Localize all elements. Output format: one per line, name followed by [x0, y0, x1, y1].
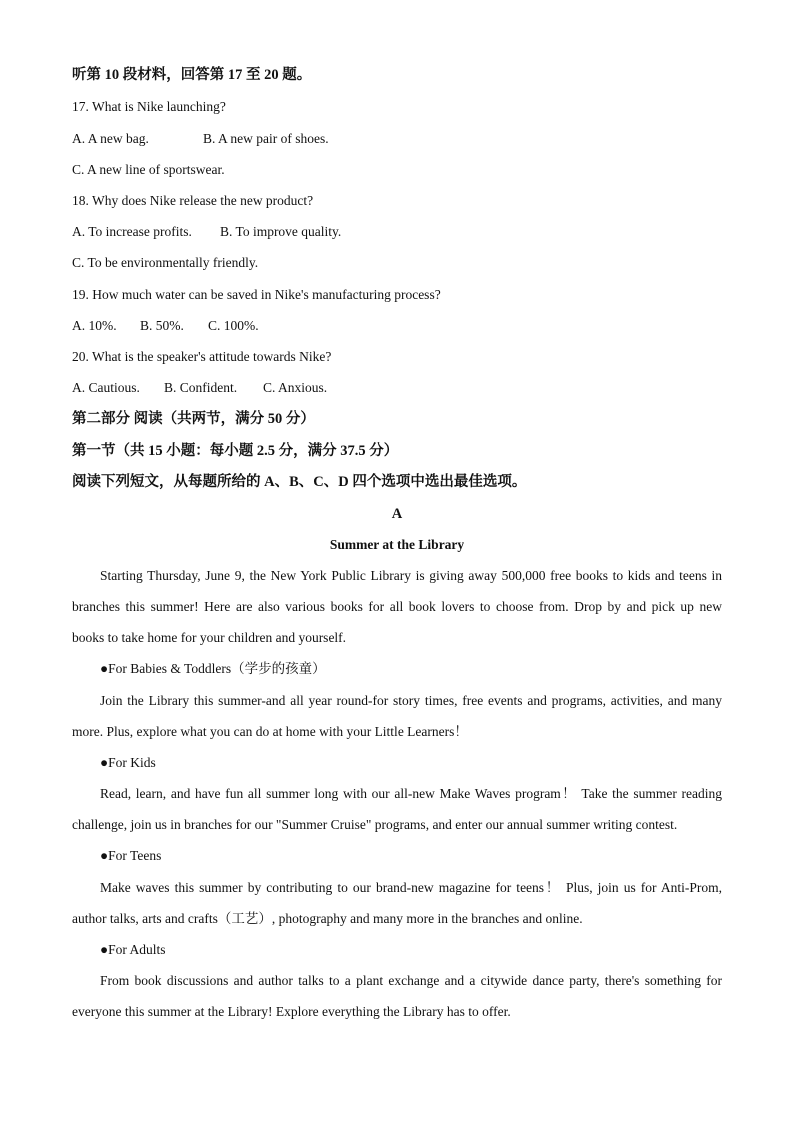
option-a: A. A new bag.: [72, 131, 149, 146]
kids-line-1: Read, learn, and have fun all summer long with our all-new Make Waves program！ Take the summer reading: [100, 786, 722, 801]
teens-heading: ●For Teens: [100, 848, 162, 863]
passage-letter: A: [391, 506, 403, 522]
question-17-options: [72, 130, 329, 148]
kids-heading: ●For Kids: [100, 755, 156, 770]
adults-heading: ●For Adults: [100, 942, 166, 957]
teens-line-2: author talks, arts and crafts（工艺）, photography and many more in the branches and online.: [72, 911, 583, 926]
option-c: C. 100%.: [208, 318, 259, 333]
option-a: A. Cautious.: [72, 380, 140, 395]
question-17: 17. What is Nike launching?: [72, 99, 226, 114]
reading-part-title: 第二部分 阅读（共两节，满分 50 分）: [72, 411, 315, 427]
passage-title: Summer at the Library: [329, 537, 465, 552]
question-19: 19. How much water can be saved in Nike's manufacturing process?: [72, 287, 441, 302]
babies-heading: ●For Babies & Toddlers（学步的孩童）: [100, 661, 326, 676]
reading-instruction: 阅读下列短文，从每题所给的 A、B、C、D 四个选项中选出最佳选项。: [72, 474, 527, 490]
option-b: B. 50%.: [140, 318, 184, 333]
question-19-options: [72, 317, 259, 335]
option-c: C. A new line of sportswear.: [72, 162, 225, 177]
teens-line-1: Make waves this summer by contributing to our brand-new magazine for teens！ Plus, join us for Anti-Prom,: [100, 880, 722, 895]
reading-section-title: 第一节（共 15 小题：每小题 2.5 分，满分 37.5 分）: [72, 443, 399, 459]
question-20: 20. What is the speaker's attitude towards Nike?: [72, 349, 332, 364]
question-18: 18. Why does Nike release the new product?: [72, 193, 314, 208]
listening-section-header: 听第 10 段材料，回答第 17 至 20 题。: [72, 67, 312, 83]
option-b: B. A new pair of shoes.: [203, 131, 329, 146]
option-a: A. 10%.: [72, 318, 117, 333]
option-a: A. To increase profits.: [72, 224, 192, 239]
intro-line-2: branches this summer! Here are also various books for all book lovers to choose from. Drop by and pick up new: [72, 599, 722, 614]
adults-line-1: From book discussions and author talks to a plant exchange and a citywide dance party, there's something for: [100, 973, 722, 988]
option-b: B. Confident.: [164, 380, 238, 395]
adults-line-2: everyone this summer at the Library! Explore everything the Library has to offer.: [72, 1004, 511, 1019]
option-c: C. Anxious.: [263, 380, 328, 395]
babies-line-2: more. Plus, explore what you can do at home with your Little Learners！: [72, 724, 468, 739]
kids-line-2: challenge, join us in branches for our "Summer Cruise" programs, and enter our annual summer writing contest.: [72, 817, 678, 832]
babies-line-1: Join the Library this summer-and all year round-for story times, free events and programs, activities, and many: [100, 693, 722, 708]
option-b: B. To improve quality.: [220, 224, 342, 239]
intro-line-3: books to take home for your children and yourself.: [72, 630, 347, 645]
question-20-options: [72, 379, 327, 397]
intro-line-1: Starting Thursday, June 9, the New York Public Library is giving away 500,000 free books to kids and teens in: [100, 568, 722, 583]
option-c: C. To be environmentally friendly.: [72, 255, 259, 270]
question-18-options: [72, 223, 341, 241]
